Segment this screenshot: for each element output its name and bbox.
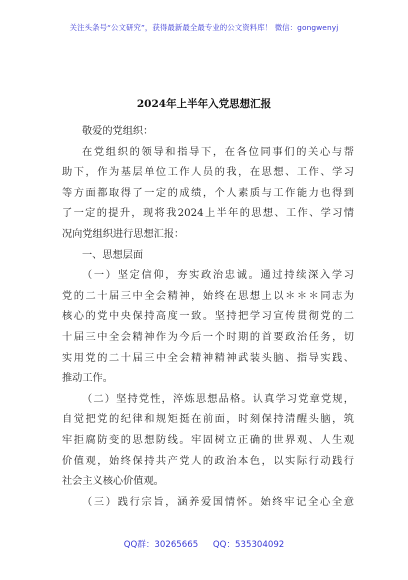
paragraph-line: 党的二十届三中全会精神，始终在思想上以＊＊＊同志为	[62, 290, 354, 302]
paragraph-line: 敬爱的党组织：	[82, 126, 154, 137]
paragraph-line: 核心的党中央保持高度一致。坚持把学习宣传贯彻党的二	[62, 311, 354, 323]
qq-number: QQ：535304092	[212, 540, 285, 550]
paragraph-line: 况向党组织进行思想汇报：	[62, 228, 185, 240]
header-banner: 关注头条号“公文研究”，获得最新最全最专业的公文资料库！ 微信：gongwenyj	[69, 23, 339, 32]
paragraph-line: 价值观，始终保持共产党人的政治本色，以实际行动践行	[62, 455, 354, 467]
paragraph-line: （一）坚定信仰，夯实政治忠诚。通过持续深入学习	[82, 270, 354, 282]
qq-group-number: QQ群：30265665	[123, 540, 199, 550]
paragraph-line: 推动工作。	[62, 373, 113, 385]
footer-contact	[0, 538, 408, 550]
paragraph-line: 社会主义核心价值观。	[62, 476, 164, 488]
paragraph-line: 牢拒腐防变的思想防线。牢固树立正确的世界观、人生观	[62, 434, 354, 446]
paragraph-line: 在党组织的领导和指导下，在各位同事们的关心与帮	[82, 146, 354, 158]
paragraph-line: 助下，作为基层单位工作人员的我，在思想、工作、学习	[62, 167, 354, 179]
paragraph-line: 等方面都取得了一定的成绩，个人素质与工作能力也得到	[62, 187, 354, 199]
paragraph-line: 了一定的提升，现将我2024上半年的思想、工作、学习情	[62, 208, 354, 220]
paragraph-line: 十届三中全会精神作为今后一个时期的首要政治任务，切	[62, 331, 354, 343]
paragraph-line: 实用党的二十届三中全会精神精神武装头脑、指导实践、	[62, 352, 354, 364]
document-body	[62, 122, 354, 513]
section-heading: 一、思想层面	[82, 249, 144, 261]
paragraph-line: （三）践行宗旨，涵养爱国情怀。始终牢记全心全意	[82, 496, 354, 508]
document-title: 2024年上半年入党思想汇报	[136, 98, 272, 110]
paragraph-line: 自觉把党的纪律和规矩挺在前面，时刻保持清醒头脑，筑	[62, 414, 354, 426]
paragraph-line: （二）坚持党性，淬炼思想品格。认真学习党章党规，	[82, 393, 354, 405]
